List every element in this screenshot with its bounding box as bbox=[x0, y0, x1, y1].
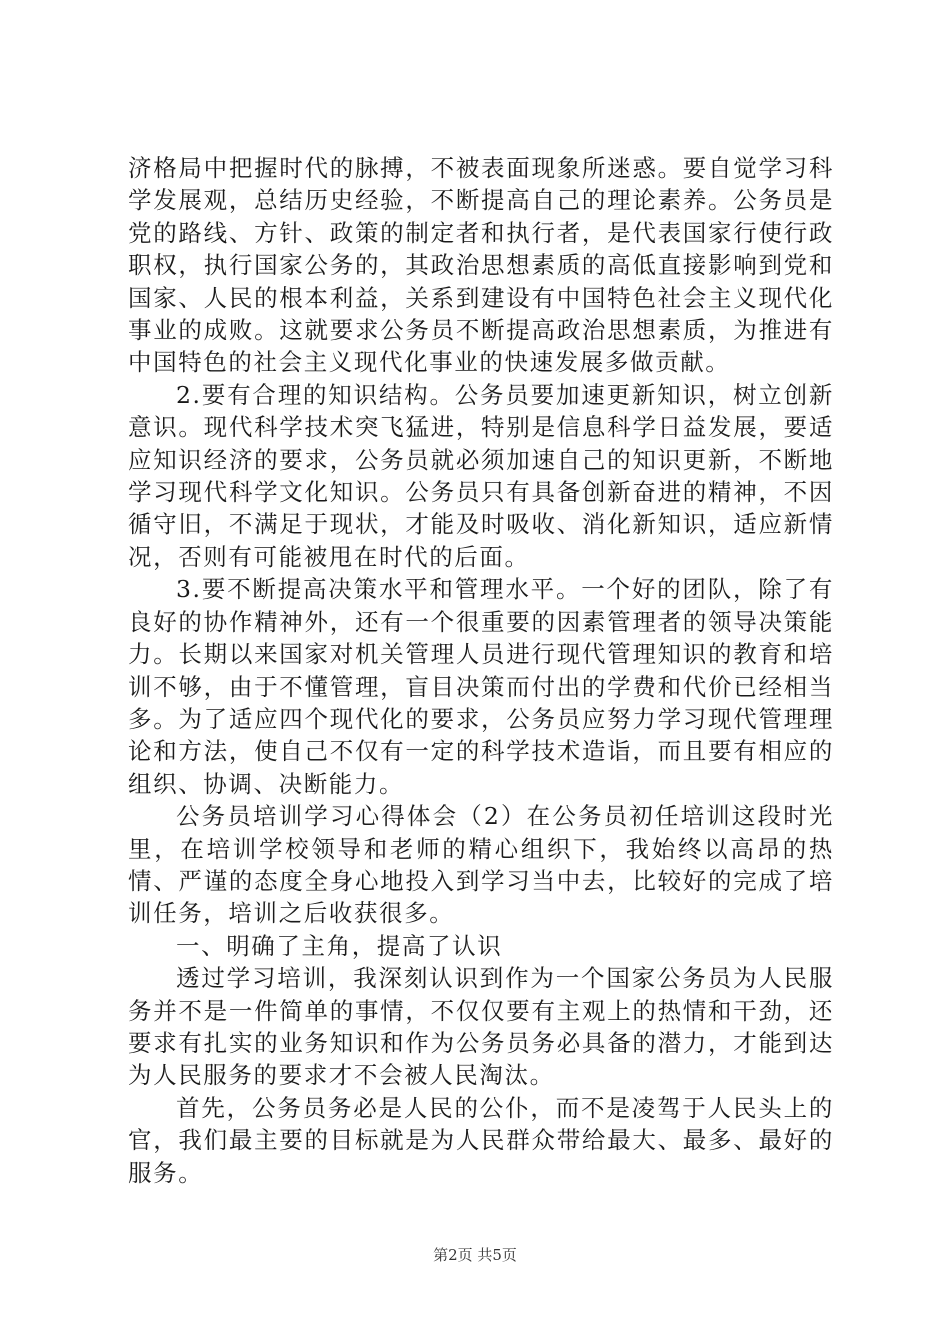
paragraph-training-reflection: 公务员培训学习心得体会（2）在公务员初任培训这段时光里，在培训学校领导和老师的精心组织下，我始终以高昂的热情、严谨的态度全身心地投入到学习当中去，比较好的完成了培训任务，培训之后收获很多。 bbox=[128, 802, 834, 928]
document-body bbox=[128, 152, 834, 1189]
paragraph-decision-management: 3.要不断提高决策水平和管理水平。一个好的团队，除了有良好的协作精神外，还有一个很重要的因素管理者的领导决策能力。长期以来国家对机关管理人员进行现代管理知识的教育和培训不够，由于不懂管理，盲目决策而付出的学费和代价已经相当多。为了适应四个现代化的要求，公务员应努力学习现代管理理论和方法，使自己不仅有一定的科学技术造诣，而且要有相应的组织、协调、决断能力。 bbox=[128, 575, 834, 798]
paragraph-knowledge-structure: 2.要有合理的知识结构。公务员要加速更新知识，树立创新意识。现代科学技术突飞猛进，特别是信息科学日益发展，要适应知识经济的要求，公务员就必须加速自己的知识更新，不断地学习现代科学文化知识。公务员只有具备创新奋进的精神，不因循守旧，不满足于现状，才能及时吸收、消化新知识，适应新情况，否则有可能被甩在时代的后面。 bbox=[128, 380, 834, 571]
paragraph-continuation: 济格局中把握时代的脉搏，不被表面现象所迷惑。要自觉学习科学发展观，总结历史经验，不断提高自己的理论素养。公务员是党的路线、方针、政策的制定者和执行者，是代表国家行使行政职权，执行国家公务的，其政治思想素质的高低直接影响到党和国家、人民的根本利益，关系到建设有中国特色社会主义现代化事业的成败。这就要求公务员不断提高政治思想素质，为推进有中国特色的社会主义现代化事业的快速发展多做贡献。 bbox=[128, 154, 834, 377]
paragraph-public-servant: 首先，公务员务必是人民的公仆，而不是凌驾于人民头上的官，我们最主要的目标就是为人民群众带给最大、最多、最好的服务。 bbox=[128, 1093, 834, 1187]
page-number-footer: 第2页 共5页 bbox=[433, 1246, 517, 1264]
section-heading: 一、明确了主角，提高了认识 bbox=[176, 931, 503, 960]
paragraph-understanding: 透过学习培训，我深刻认识到作为一个国家公务员为人民服务并不是一件简单的事情，不仅仅要有主观上的热情和干劲，还要求有扎实的业务知识和作为公务员务必具备的潜力，才能到达为人民服务的要求才不会被人民淘汰。 bbox=[128, 964, 834, 1090]
